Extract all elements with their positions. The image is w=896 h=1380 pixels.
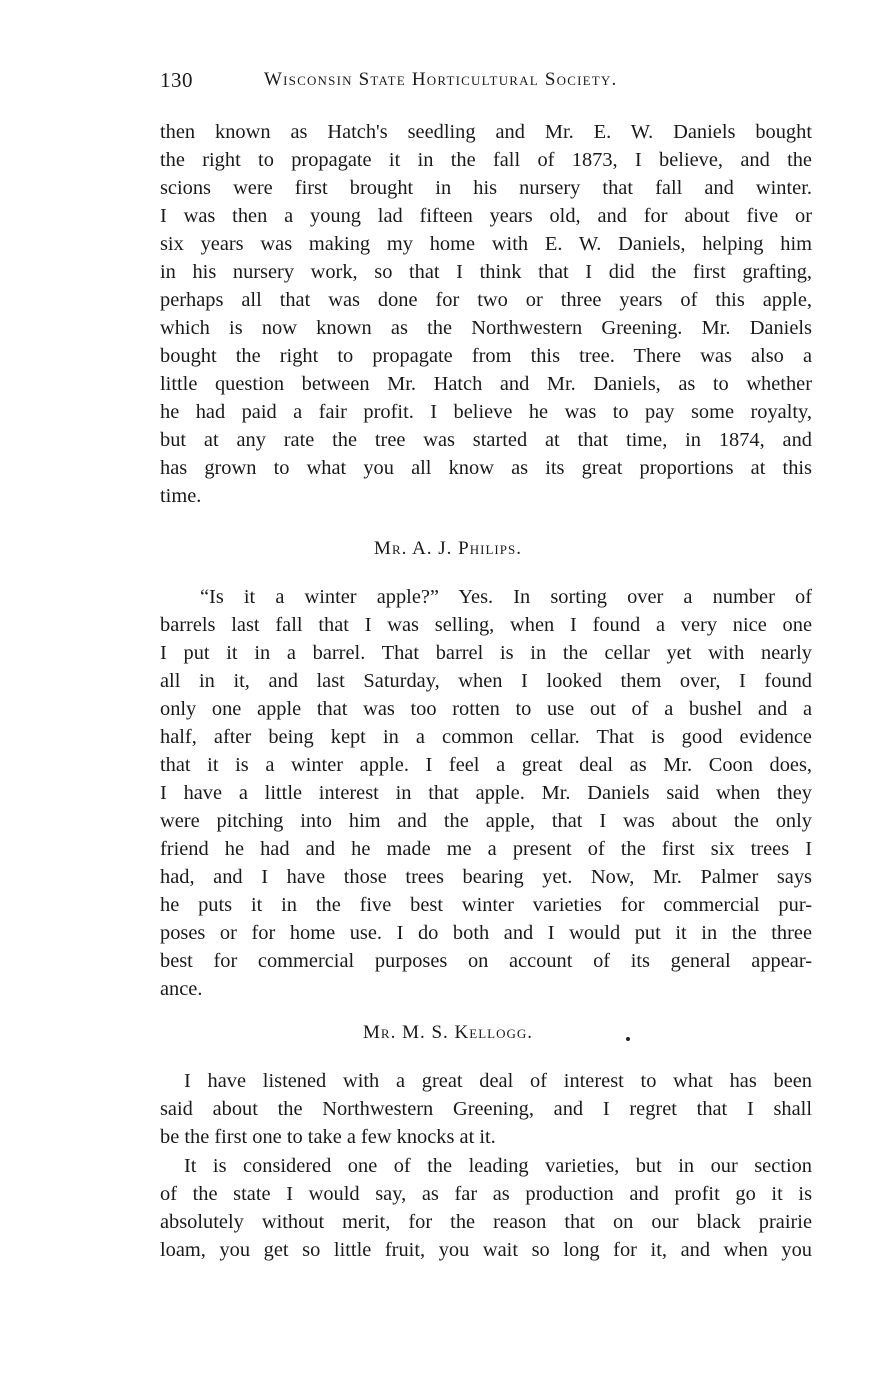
- text-line: I have a little interest in that apple. Mr. Daniels said when they: [160, 782, 812, 804]
- text-line: in his nursery work, so that I think that I did the first grafting,: [160, 261, 812, 283]
- paragraph-kellogg-body: [160, 1152, 812, 1264]
- text-line: It is considered one of the leading varieties, but in our section: [184, 1155, 812, 1177]
- running-head: [160, 68, 720, 98]
- text-line: six years was making my home with E. W. Daniels, helping him: [160, 233, 812, 255]
- text-line: I have listened with a great deal of interest to what has been: [184, 1070, 812, 1092]
- text-line: poses or for home use. I do both and I would put it in the three: [160, 922, 812, 944]
- text-line: has grown to what you all know as its great proportions at this: [160, 457, 812, 479]
- text-line: half, after being kept in a common cellar. That is good evidence: [160, 726, 812, 748]
- text-line: scions were first brought in his nursery that fall and winter.: [160, 177, 812, 199]
- text-line: had, and I have those trees bearing yet. Now, Mr. Palmer says: [160, 866, 812, 888]
- text-line: the right to propagate it in the fall of 1873, I believe, and the: [160, 149, 812, 171]
- text-line: were pitching into him and the apple, that I was about the only: [160, 810, 812, 832]
- speaker-heading-kellogg: Mr. M. S. Kellogg.: [363, 1022, 533, 1043]
- text-line: bought the right to propagate from this tree. There was also a: [160, 345, 812, 367]
- page-number: 130: [160, 68, 193, 92]
- paragraph-philips: [160, 583, 812, 1003]
- speaker-heading-philips: Mr. A. J. Philips.: [374, 538, 522, 559]
- text-line: all in it, and last Saturday, when I looked them over, I found: [160, 670, 812, 692]
- text-line: only one apple that was too rotten to use out of a bushel and a: [160, 698, 812, 720]
- text-line: ance.: [160, 978, 203, 1000]
- text-line: friend he had and he made me a present of the first six trees I: [160, 838, 812, 860]
- text-line: I put it in a barrel. That barrel is in the cellar yet with nearly: [160, 642, 812, 664]
- text-line: that it is a winter apple. I feel a great deal as Mr. Coon does,: [160, 754, 812, 776]
- stray-ink-dot: [626, 1037, 630, 1041]
- text-line: he puts it in the five best winter varieties for commercial pur-: [160, 894, 812, 916]
- text-line: little question between Mr. Hatch and Mr. Daniels, as to whether: [160, 373, 812, 395]
- text-line: then known as Hatch's seedling and Mr. E. W. Daniels bought: [160, 121, 812, 143]
- text-line: but at any rate the tree was started at that time, in 1874, and: [160, 429, 812, 451]
- running-head-title: Wisconsin State Horticultural Society.: [264, 69, 618, 90]
- text-line: loam, you get so little fruit, you wait so long for it, and when you: [160, 1239, 812, 1261]
- paragraph-continuation: [160, 118, 812, 510]
- text-line: I was then a young lad fifteen years old, and for about five or: [160, 205, 812, 227]
- text-line: absolutely without merit, for the reason that on our black prairie: [160, 1211, 812, 1233]
- text-line: perhaps all that was done for two or three years of this apple,: [160, 289, 812, 311]
- text-line: he had paid a fair profit. I believe he was to pay some royalty,: [160, 401, 812, 423]
- text-line: time.: [160, 485, 202, 507]
- text-line: of the state I would say, as far as production and profit go it is: [160, 1183, 812, 1205]
- text-line: barrels last fall that I was selling, when I found a very nice one: [160, 614, 812, 636]
- paragraph-kellogg-intro: [160, 1067, 812, 1151]
- text-line: “Is it a winter apple?” Yes. In sorting over a number of: [200, 586, 812, 608]
- text-line: which is now known as the Northwestern Greening. Mr. Daniels: [160, 317, 812, 339]
- text-line: best for commercial purposes on account of its general appear-: [160, 950, 812, 972]
- text-line: said about the Northwestern Greening, and I regret that I shall: [160, 1098, 812, 1120]
- text-line: be the first one to take a few knocks at it.: [160, 1126, 496, 1148]
